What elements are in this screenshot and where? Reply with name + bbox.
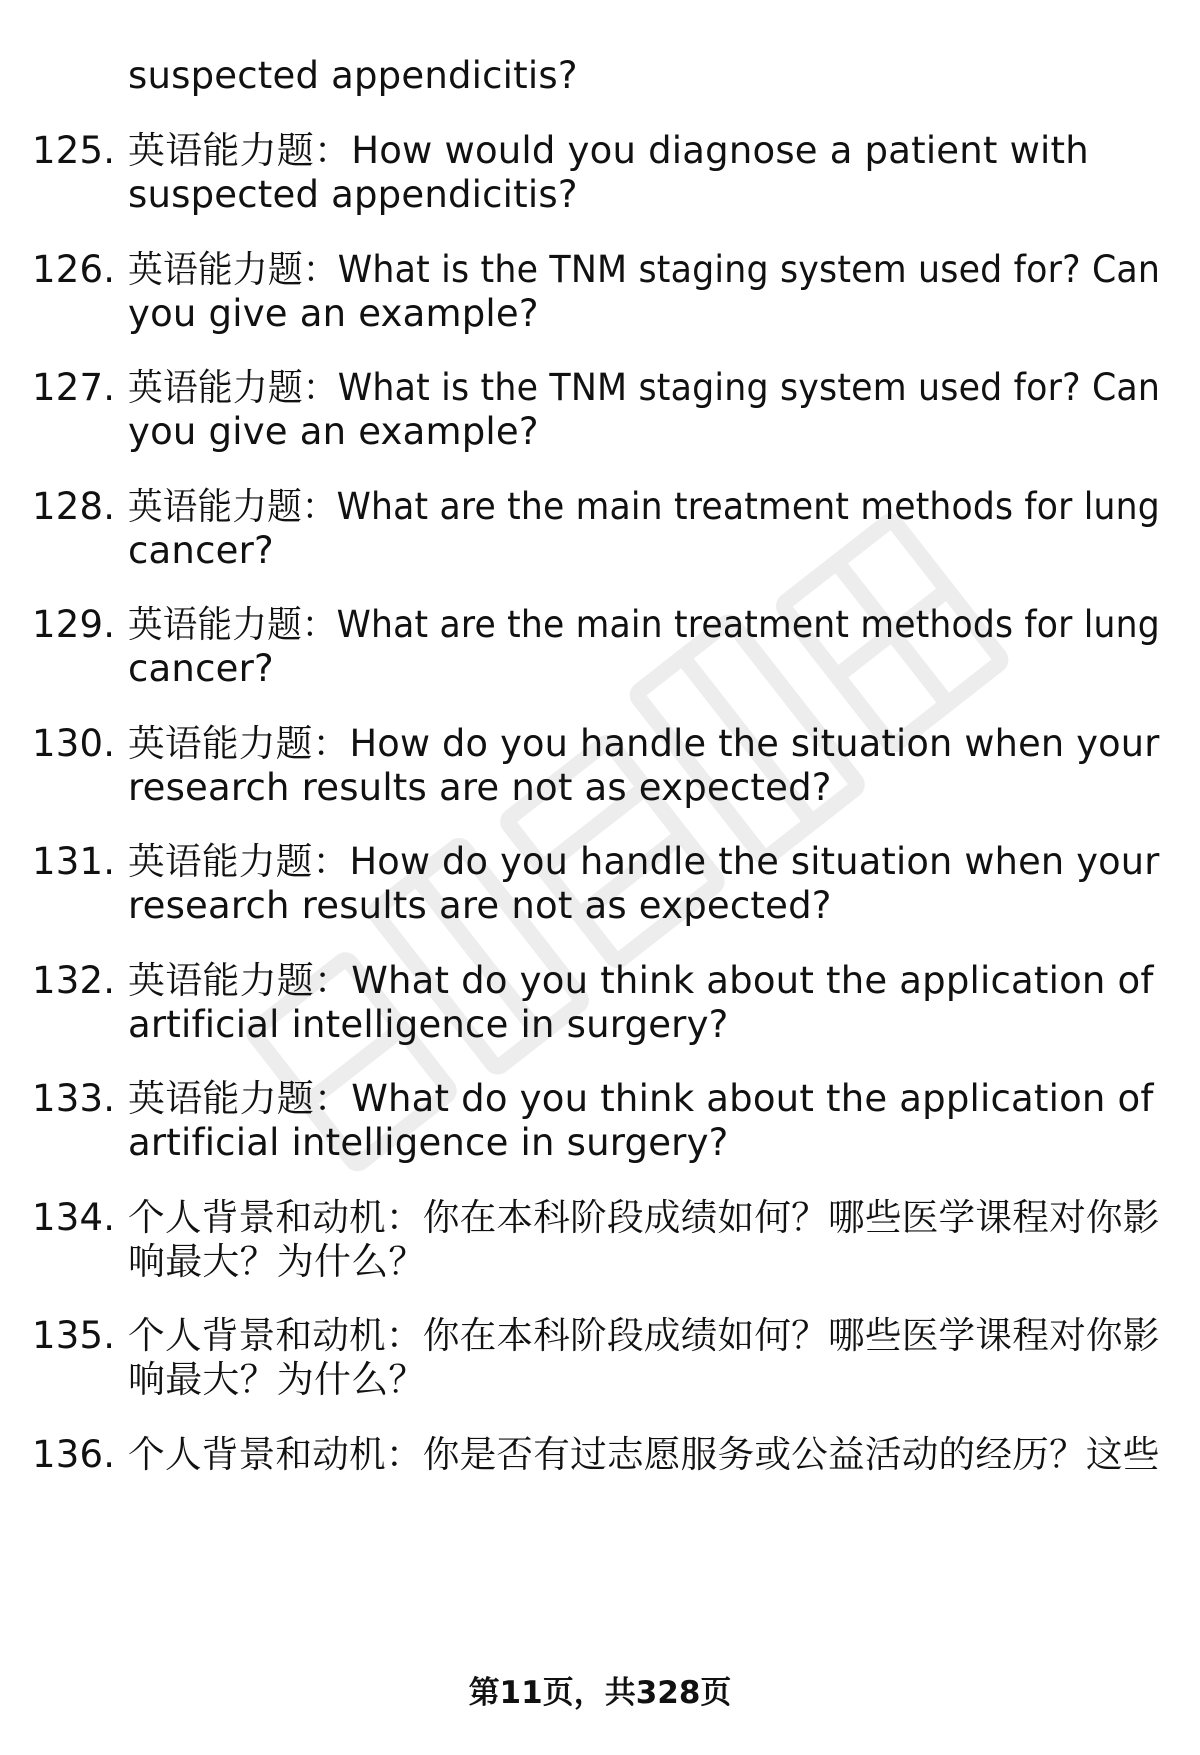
item-number: 133.	[32, 1077, 116, 1120]
item-text: artificial intelligence in surgery?	[128, 1121, 729, 1164]
item-text: research results are not as expected?	[128, 766, 832, 809]
item-text: artificial intelligence in surgery?	[128, 1003, 729, 1046]
item-number: 125.	[32, 129, 116, 172]
item-text: 英语能力题：What is the TNM staging system used for? Can	[128, 248, 1161, 291]
item-text: 个人背景和动机：你在本科阶段成绩如何？哪些医学课程对你影	[128, 1314, 1160, 1357]
item-number: 129.	[32, 603, 116, 646]
item-text: you give an example?	[128, 410, 539, 453]
item-number: 130.	[32, 722, 116, 765]
item-text: 英语能力题：How do you handle the situation when your	[128, 840, 1160, 883]
item-text: 个人背景和动机：你是否有过志愿服务或公益活动的经历？这些	[128, 1433, 1160, 1476]
item-text: 响最大？为什么？	[128, 1358, 426, 1401]
item-text: 英语能力题：What are the main treatment methods for lung	[128, 485, 1160, 528]
item-number: 135.	[32, 1314, 116, 1357]
item-text: 响最大？为什么？	[128, 1240, 426, 1283]
page-number-footer: 第11页，共328页	[468, 1675, 732, 1711]
item-text: cancer?	[128, 647, 274, 690]
item-text: 英语能力题：What do you think about the application of	[128, 959, 1154, 1002]
item-number: 128.	[32, 485, 116, 528]
item-number: 131.	[32, 840, 116, 883]
item-number: 126.	[32, 248, 116, 291]
continuation-text: suspected appendicitis?	[128, 54, 578, 97]
item-number: 132.	[32, 959, 116, 1002]
item-text: 英语能力题：What is the TNM staging system used for? Can	[128, 366, 1161, 409]
item-number: 134.	[32, 1196, 116, 1239]
item-number: 136.	[32, 1433, 116, 1476]
item-text: 英语能力题：What are the main treatment methods for lung	[128, 603, 1160, 646]
item-text: 英语能力题：What do you think about the application of	[128, 1077, 1154, 1120]
item-text: 个人背景和动机：你在本科阶段成绩如何？哪些医学课程对你影	[128, 1196, 1160, 1239]
item-text: 英语能力题：How would you diagnose a patient with	[128, 129, 1089, 172]
item-number: 127.	[32, 366, 116, 409]
item-text: you give an example?	[128, 292, 539, 335]
item-text: suspected appendicitis?	[128, 173, 578, 216]
item-text: research results are not as expected?	[128, 884, 832, 927]
item-text: 英语能力题：How do you handle the situation when your	[128, 722, 1160, 765]
item-text: cancer?	[128, 529, 274, 572]
